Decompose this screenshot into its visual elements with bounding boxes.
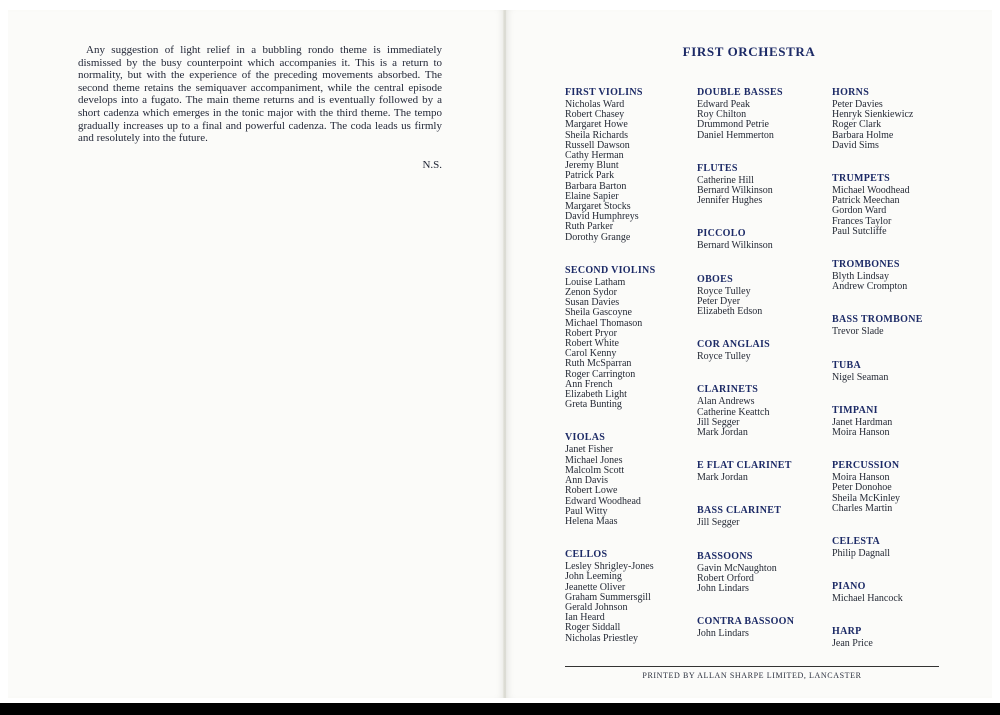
member-name: Jean Price — [832, 638, 873, 650]
member-name: Peter Dyer — [697, 295, 741, 307]
member-name: Robert White — [565, 338, 619, 350]
member-name: Margaret Stocks — [565, 201, 631, 213]
member-name: Gavin McNaughton — [697, 562, 777, 574]
section-heading: OBOES — [697, 273, 733, 285]
roster-column-2 — [697, 87, 829, 661]
section-heading: PIANO — [832, 581, 866, 593]
section-piano — [832, 581, 952, 604]
member-name: Sheila Richards — [565, 129, 629, 141]
section-heading: COR ANGLAIS — [697, 339, 771, 351]
member-name: Charles Martin — [832, 502, 893, 514]
member-name: Janet Fisher — [565, 444, 614, 456]
member-name: Ian Heard — [565, 612, 605, 624]
section-contra-bassoon — [697, 616, 829, 639]
section-timpani — [832, 405, 952, 438]
member-name: Roger Carrington — [565, 368, 636, 380]
member-name: Peter Davies — [832, 99, 883, 110]
section-violas — [565, 432, 695, 527]
section-percussion — [832, 460, 952, 514]
author-initials: N.S. — [422, 159, 442, 171]
member-name: Sheila Gascoyne — [565, 307, 632, 319]
member-name: Moira Hanson — [832, 427, 890, 439]
section-trombones — [832, 259, 952, 292]
member-name: Robert Pryor — [565, 327, 617, 339]
member-name: Peter Donohoe — [832, 482, 892, 494]
member-name: Jill Segger — [697, 517, 740, 529]
member-name: Ruth Parker — [565, 221, 614, 233]
section-first-violins — [565, 87, 695, 243]
member-name: Edward Woodhead — [565, 495, 641, 507]
section-harp — [832, 626, 952, 649]
section-celesta — [832, 536, 952, 559]
section-heading: FIRST VIOLINS — [565, 87, 643, 98]
section-cellos — [565, 549, 695, 644]
member-name: Jennifer Hughes — [697, 195, 763, 207]
member-name: Edward Peak — [697, 99, 751, 110]
member-name: Roger Clark — [832, 119, 882, 131]
section-tuba — [832, 360, 952, 383]
member-name: Roger Siddall — [565, 622, 621, 634]
member-name: Elizabeth Edson — [697, 306, 763, 318]
member-name: Andrew Crompton — [832, 281, 908, 293]
section-heading: FLUTES — [697, 162, 738, 174]
section-bass-clarinet — [697, 505, 829, 528]
section-heading: TUBA — [832, 359, 861, 371]
section-heading: CELESTA — [832, 536, 881, 548]
member-name: Henryk Sienkiewicz — [832, 109, 914, 121]
member-name: Bernard Wilkinson — [697, 240, 773, 252]
member-name: Michael Hancock — [832, 593, 903, 605]
member-name: Carol Kenny — [565, 348, 617, 360]
orchestra-title: FIRST ORCHESTRA — [682, 44, 816, 59]
section-e-flat-clarinet — [697, 460, 829, 483]
section-heading: BASS TROMBONE — [832, 314, 923, 326]
section-heading: TROMBONES — [832, 259, 900, 271]
member-name: Ann French — [565, 378, 613, 390]
member-name: Ann Davis — [565, 475, 609, 487]
member-name: Royce Tulley — [697, 285, 751, 297]
member-name: Greta Bunting — [565, 399, 622, 411]
member-name: Gerald Johnson — [565, 601, 628, 613]
section-bass-trombone — [832, 314, 952, 337]
member-name: Sheila McKinley — [832, 492, 901, 504]
section-trumpets — [832, 173, 952, 237]
section-double-basses — [697, 87, 829, 141]
member-name: Catherine Keattch — [697, 406, 770, 418]
section-clarinets — [697, 384, 829, 438]
member-name: John Lindars — [697, 628, 749, 640]
member-name: Michael Woodhead — [832, 185, 910, 197]
section-heading: SECOND VIOLINS — [565, 264, 656, 276]
member-name: John Lindars — [697, 583, 749, 595]
member-name: Helena Maas — [565, 515, 618, 527]
member-name: Bernard Wilkinson — [697, 185, 773, 197]
roster-column-1 — [565, 87, 695, 666]
section-flutes — [697, 163, 829, 207]
member-name: Patrick Meechan — [832, 195, 900, 207]
section-cor-anglais — [697, 339, 829, 362]
section-heading: PERCUSSION — [832, 460, 900, 472]
section-heading: VIOLAS — [565, 432, 606, 444]
member-name: Robert Chasey — [565, 109, 625, 121]
member-name: Mark Jordan — [697, 472, 748, 484]
member-name: Barbara Holme — [832, 129, 894, 141]
roster-column-3 — [832, 87, 952, 672]
member-name: Russell Dawson — [565, 139, 630, 151]
section-bassoons — [697, 551, 829, 595]
member-name: Barbara Barton — [565, 180, 627, 192]
member-name: David Humphreys — [565, 211, 639, 223]
member-name: John Leeming — [565, 571, 622, 583]
member-name: Alan Andrews — [697, 396, 755, 408]
section-heading: PICCOLO — [697, 228, 746, 240]
section-horns — [832, 87, 952, 151]
section-heading: DOUBLE BASSES — [697, 87, 783, 98]
member-name: Louise Latham — [565, 276, 626, 288]
printer-credit: PRINTED BY ALLAN SHARPE LIMITED, LANCASTER — [642, 671, 862, 680]
member-name: Paul Witty — [565, 505, 608, 517]
member-name: Michael Thomason — [565, 317, 643, 329]
member-name: Nicholas Priestley — [565, 632, 639, 644]
member-name: Royce Tulley — [697, 351, 751, 363]
section-heading: BASSOONS — [697, 550, 753, 562]
member-name: Robert Lowe — [565, 485, 618, 497]
programme-note-paragraph: Any suggestion of light relief in a bubbling rondo theme is immediately dismissed by the busy counterpoint which accompanies it. This is a return to normality, but with the experience of the preceding movements absorbed. The second theme retains the semiquaver accompaniment, while the central episode develops into a fugato. The main theme returns and is eventually followed by a short cadenza which emerges in the tonic major with the third theme. The tempo gradually increases up to a final and powerful cadenza. The coda leads us firmly and resolutely into the future. — [78, 44, 442, 145]
member-name: Lesley Shrigley-Jones — [565, 561, 654, 573]
footer-divider — [565, 666, 939, 667]
member-name: Patrick Park — [565, 170, 615, 182]
member-name: Paul Sutcliffe — [832, 225, 887, 237]
member-name: Moira Hanson — [832, 472, 890, 484]
member-name: Nigel Seaman — [832, 371, 889, 383]
section-oboes — [697, 274, 829, 318]
member-name: Drummond Petrie — [697, 119, 769, 131]
programme-note — [78, 44, 442, 145]
member-name: David Sims — [832, 139, 879, 151]
member-name: Robert Orford — [697, 572, 754, 584]
section-heading: TIMPANI — [832, 404, 878, 416]
section-heading: HORNS — [832, 87, 870, 98]
member-name: Michael Jones — [565, 454, 623, 466]
section-second-violins — [565, 265, 695, 411]
member-name: Graham Summersgill — [565, 591, 651, 603]
section-piccolo — [697, 228, 829, 251]
member-name: Cathy Herman — [565, 150, 624, 162]
member-name: Jeremy Blunt — [565, 160, 619, 172]
member-name: Blyth Lindsay — [832, 271, 889, 283]
member-name: Frances Taylor — [832, 215, 892, 227]
member-name: Nicholas Ward — [565, 99, 625, 110]
member-name: Philip Dagnall — [832, 548, 891, 560]
member-name: Daniel Hemmerton — [697, 129, 774, 141]
member-name: Susan Davies — [565, 297, 620, 309]
member-name: Elaine Sapier — [565, 190, 619, 202]
member-name: Trevor Slade — [832, 326, 884, 338]
member-name: Zenon Sydor — [565, 287, 617, 299]
section-heading: CLARINETS — [697, 384, 759, 396]
member-name: Dorothy Grange — [565, 231, 631, 243]
section-heading: E FLAT CLARINET — [697, 460, 792, 472]
member-name: Mark Jordan — [697, 427, 748, 439]
section-heading: BASS CLARINET — [697, 505, 782, 517]
member-name: Gordon Ward — [832, 205, 887, 217]
member-name: Ruth McSparran — [565, 358, 632, 370]
member-name: Roy Chilton — [697, 109, 747, 121]
section-heading: TRUMPETS — [832, 173, 890, 185]
member-name: Janet Hardman — [832, 416, 893, 428]
member-name: Jeanette Oliver — [565, 581, 626, 593]
section-heading: CELLOS — [565, 549, 608, 561]
section-heading: CONTRA BASSOON — [697, 616, 795, 628]
member-name: Malcolm Scott — [565, 464, 625, 476]
scan-edge — [0, 703, 1000, 715]
member-name: Elizabeth Light — [565, 389, 627, 401]
member-name: Margaret Howe — [565, 119, 628, 131]
member-name: Jill Segger — [697, 416, 740, 428]
member-name: Catherine Hill — [697, 174, 754, 186]
section-heading: HARP — [832, 626, 862, 638]
